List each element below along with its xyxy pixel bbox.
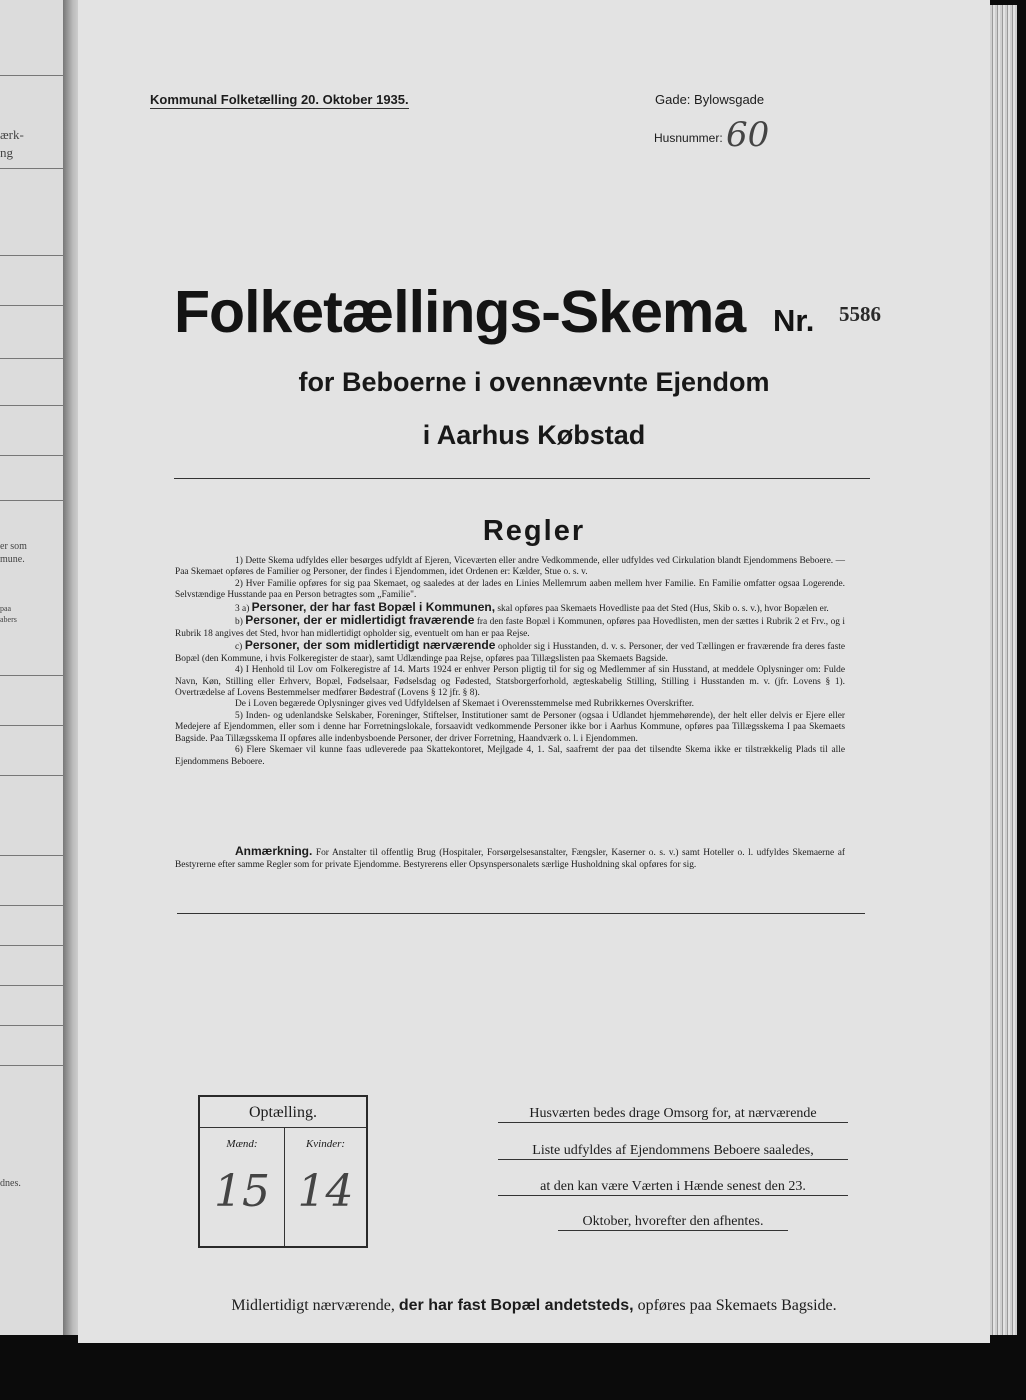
women-count: 14 (297, 1166, 354, 1217)
notice-line-4: Oktober, hvorefter den afhentes. (558, 1213, 788, 1231)
rule-5: 5) Inden- og udenlandske Selskaber, Foreninger, Stiftelser, Institutioner samt de Personer (ogsaa i Udlandet hjemmehørende), der helt eller delvis er Ejere eller Medejere af Ejendommen, eller som i denne har Forretningslokale, forsaavidt vedkommende Personer ikke bor i Aarhus Kommune, opføres paa Tillægsskema I paa Skemaets Bagside. Paa Tillægsskema II opføres alle indenbysboende Personer, der driver Forretning, Haandværk o. l. i Ejendommen. (175, 710, 845, 744)
rule-4: 4) I Henhold til Lov om Folkeregistre af 14. Marts 1924 er enhver Person pligtig til for sig og Medlemmer af sin Husstand, at meddele Oplysninger om: Fulde Navn, Køn, Stilling eller Erhverv, Bopæl, Fødselsaar, Fødselsdag og Fødested, Statsborgerforhold, ægteskabelig Stilling, Stilling i Husstanden m. v. (jfr. Lovens § 1). Overtrædelse af Lovens Bestemmelser medfører Bødestraf (Lovens § 12 jfr. § 8). (175, 665, 845, 698)
left-fragment: er som (0, 541, 27, 552)
divider (177, 913, 865, 914)
divider (174, 478, 870, 479)
form-number-label: Nr. (773, 303, 815, 338)
men-label: Mænd: (226, 1138, 258, 1150)
left-fragment: abers (0, 615, 17, 624)
house-number-label: Husnummer: (654, 131, 723, 145)
rule-3c: c) Personer, der som midlertidigt nærværende opholder sig i Husstanden, d. v. s. Personer, der ved Tællingen er fraværende fra deres faste Bopæl (den Kommune, i hvis Folkeregister de staar), samt Udlændinge paa Rejse, opføres paa Tillægslisten paa Skemaets Bagside. (175, 638, 846, 664)
notice-line-1: Husværten bedes drage Omsorg for, at nærværende (498, 1105, 848, 1123)
count-title: Optælling. (200, 1097, 366, 1128)
remark (175, 845, 845, 871)
census-header: Kommunal Folketælling 20. Oktober 1935. (150, 92, 409, 107)
form-subtitle: for Beboerne i ovennævnte Ejendom (298, 367, 770, 397)
census-form-page (78, 0, 990, 1343)
rule-6: 6) Flere Skemaer vil kunne faas udleverede paa Skattekontoret, Mejlgade 4, 1. Sal, saafremt der paa det tilsendte Skema ikke er tilstrækkelig Plads til alle Ejendommens Beboere. (175, 745, 845, 767)
rule-2: 2) Hver Familie opføres for sig paa Skemaet, og saaledes at der lades en Linies Mellemrum aaben mellem hver Familie. En Familie omfatter ogsaa Logerende. Selvstændige Husstande paa en Person betragtes som „Familie". (175, 578, 845, 601)
notice-line-3: at den kan være Værten i Hænde senest den 23. (498, 1178, 848, 1196)
left-fragment: mune. (0, 554, 25, 565)
remark-text: For Anstalter til offentlig Brug (Hospitaler, Forsørgelsesanstalter, Fængsler, Kaserner o. s. v.) samt Hoteller o. l. udfyldes Skemaerne af Bestyrerne efter samme Regler som for private Ejendomme. Bestyrerens eller Opsynspersonalets særlige Husholdning skal opføres for sig. (175, 848, 845, 870)
women-label: Kvinder: (305, 1138, 346, 1150)
rule-3b: b) Personer, der er midlertidigt fraværende fra den faste Bopæl i Kommunen, opføres paa Hovedlisten, men der sættes i Rubrik 2 et Frv., og i Rubrik 18 angives det Sted, hvor han midlertidigt opholder sig, eventuelt om han er paa Rejse. (175, 613, 846, 639)
left-fragment: paa (0, 604, 12, 613)
remark-heading: Anmærkning. (235, 844, 313, 858)
rule-4b: De i Loven begærede Oplysninger gives ved Udfyldelsen af Skemaet i Overensstemmelse med Rubrikkernes Overskrifter. (235, 699, 694, 710)
women-column (285, 1128, 366, 1246)
rules-text (175, 556, 845, 768)
left-fragment: ng (0, 145, 13, 160)
street-value: Bylowsgade (694, 92, 765, 107)
notice-line-2: Liste udfyldes af Ejendommens Beboere saaledes, (498, 1142, 848, 1160)
form-subtitle-city: i Aarhus Købstad (422, 420, 646, 450)
rules-heading: Regler (482, 515, 586, 547)
left-fragment: ærk- (0, 127, 24, 142)
house-number-value: 60 (726, 115, 770, 155)
street-label: Gade: (655, 92, 691, 107)
men-count: 15 (214, 1166, 270, 1217)
left-fragment: dnes. (0, 1178, 21, 1189)
count-box (198, 1095, 368, 1248)
adjacent-page-left (0, 0, 66, 1335)
footer-note: Midlertidigt nærværende, der har fast Bopæl andetsteds, opføres paa Skemaets Bagside. (231, 1297, 837, 1314)
form-title: Folketællings-Skema (174, 279, 746, 345)
form-number-value: 5586 (839, 302, 881, 326)
men-column (200, 1128, 285, 1246)
rule-3a: 3 a) Personer, der har fast Bopæl i Kommunen, skal opføres paa Skemaets Hovedliste paa det Sted (Hus, Skib o. s. v.), hvor Bopælen er. (235, 599, 829, 614)
street-field (655, 92, 764, 107)
rule-1: 1) Dette Skema udfyldes eller besørges udfyldt af Ejeren, Viceværten eller andre Vedkommende, eller udfyldes ved Cirkulation blandt Ejendommens Beboere. — Paa Skemaet opføres de Familier og Personer, der findes i Ejendommen, idet Ordenen er: Kælder, Stue o. s. v. (175, 556, 845, 578)
